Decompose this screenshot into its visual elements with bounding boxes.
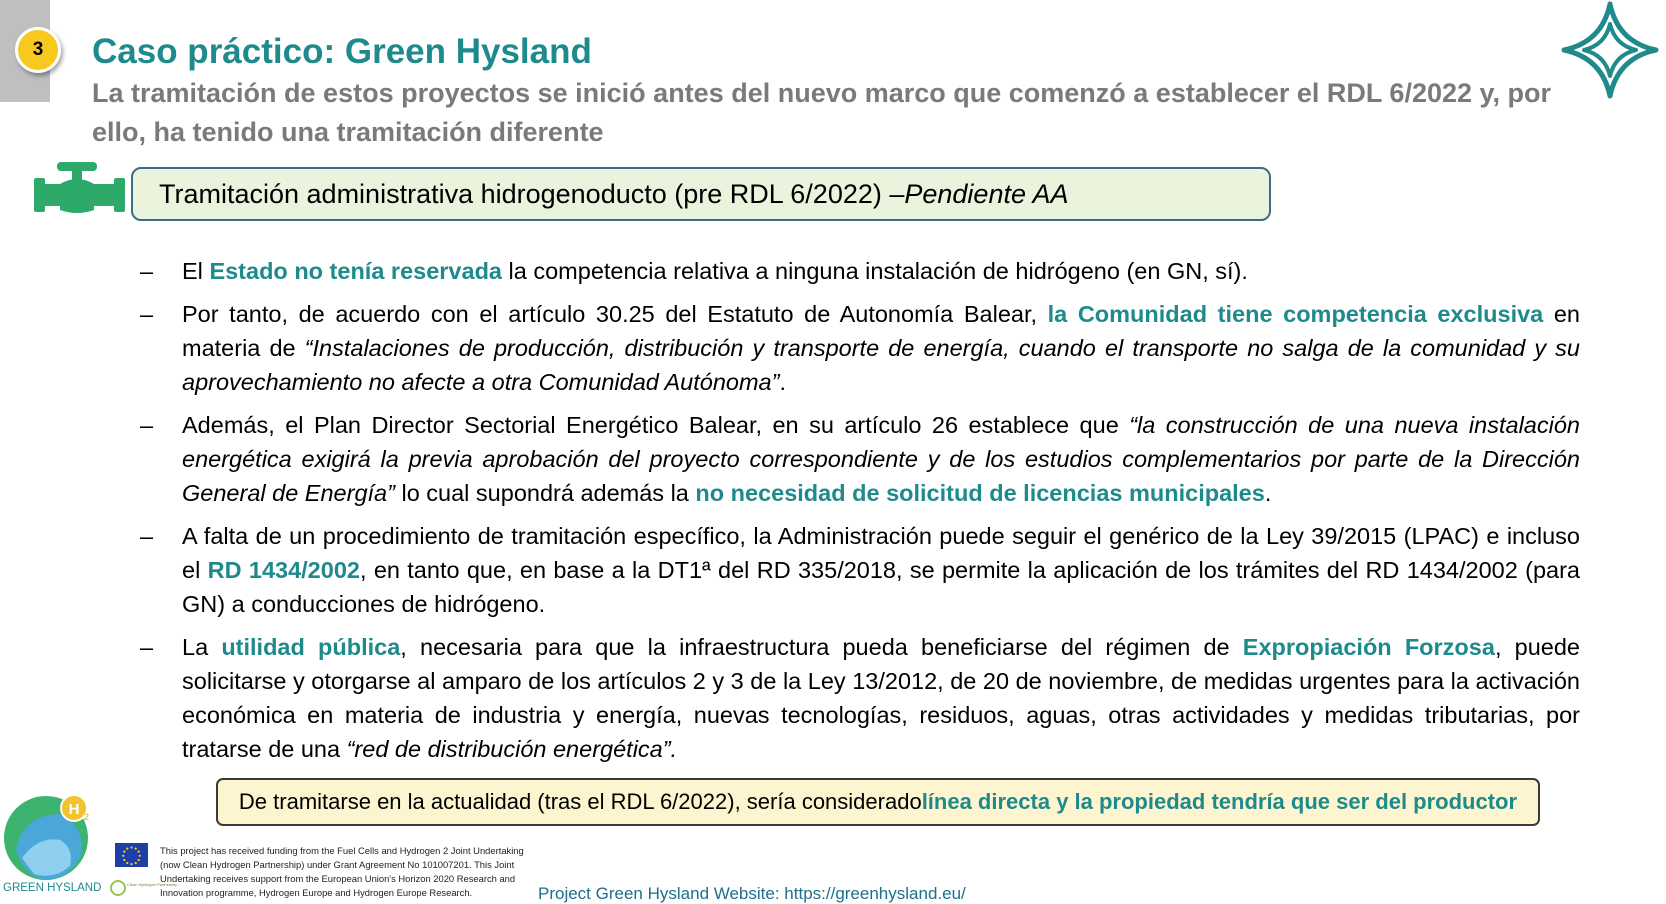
bullet-list: [140, 254, 1580, 775]
pipe-valve-icon: [34, 160, 126, 222]
list-item: [140, 254, 1580, 288]
bullet-text: A falta de un procedimiento de tramitación específico, la Administración puede seguir el genérico de la Ley 39/2015 (LPAC) e incluso el: [182, 523, 1580, 583]
bullet-dash: –: [140, 301, 154, 327]
bullet-text: El: [182, 258, 210, 284]
bullet-text: Además, el Plan Director Sectorial Energético Balear, en su artículo 26 establece que: [182, 412, 1130, 438]
logo-h2-subscript: 2: [84, 812, 90, 822]
note-highlight: línea directa y la propiedad tendría que ser del productor: [921, 789, 1518, 814]
section-heading-box: [131, 167, 1271, 221]
logo-label: GREEN HYSLAND: [3, 882, 102, 894]
bullet-text: Por tanto, de acuerdo con el artículo 30.25 del Estatuto de Autonomía Balear,: [182, 301, 1048, 327]
bullet-text: en materia de: [182, 301, 1580, 361]
project-website-link[interactable]: Project Green Hysland Website: https://greenhysland.eu/: [538, 884, 966, 903]
bullet-dash: –: [140, 412, 154, 438]
slide-subtitle: La tramitación de estos proyectos se inició antes del nuevo marco que comenzó a establecer el RDL 6/2022 y, por ello, ha tenido una tramitación diferente: [92, 78, 1552, 147]
bullet-quote: “Instalaciones de producción, distribución y transporte de energía, cuando el transporte no salga de la comunidad y su aprovechamiento no afecte a otra Comunidad Autónoma”: [182, 335, 1580, 395]
section-heading-text: Tramitación administrativa hidrogenoducto (pre RDL 6/2022) –: [159, 178, 905, 209]
slide-number-badge: 3: [15, 27, 61, 73]
clean-hydrogen-partnership-logo: [110, 875, 178, 901]
bullet-highlight: Expropiación Forzosa: [1242, 634, 1495, 660]
funding-disclaimer: This project has received funding from the Fuel Cells and Hydrogen 2 Joint Undertaking (now Clean Hydrogen Partnership) under Grant Agreement No 101007201. This Joint Undertaking receives support from the European Union's Horizon 2020 Research and Innovation programme, Hydrogen Europe and Hydrogen Europe Research.: [160, 845, 524, 898]
bullet-text: .: [779, 369, 786, 395]
bullet-text: , necesaria para que la infraestructura pueda beneficiarse del régimen de: [400, 634, 1243, 660]
bullet-dash: –: [140, 258, 154, 284]
bullet-text: .: [1264, 480, 1272, 506]
bullet-text: lo cual supondrá además la: [394, 480, 696, 506]
bullet-text: , puede solicitarse y otorgarse al amparo de los artículos 2 y 3 de la Ley 13/2012, de 20 de noviembre, de medidas urgentes para la activación económica en materia de industria y energía, nuevas tecnologías, residuos, aguas, otras actividades y medidas tributarias, por tratarse de una: [182, 634, 1580, 762]
four-point-star-icon: [1560, 0, 1660, 100]
note-text: De tramitarse en la actualidad (tras el RDL 6/2022), sería considerado: [238, 789, 922, 814]
bullet-dash: –: [140, 634, 154, 660]
partner-logo-text: Clean Hydrogen Partnership: [127, 882, 178, 887]
bullet-text: la competencia relativa a ninguna instalación de hidrógeno (en GN, sí).: [502, 258, 1248, 284]
bullet-highlight: no necesidad de solicitud de licencias municipales: [695, 480, 1265, 506]
bullet-highlight: la Comunidad tiene competencia exclusiva: [1047, 301, 1544, 327]
eu-flag-icon: [115, 843, 148, 867]
bullet-highlight: Estado no tenía reservada: [209, 258, 502, 284]
list-item: [140, 630, 1580, 766]
bullet-highlight: utilidad pública: [221, 634, 401, 660]
list-item: [140, 519, 1580, 621]
bullet-quote: “la construcción de una nueva instalación energética exigirá la previa aprobación del proyecto correspondiente y de los estudios complementarios por parte de la Dirección General de Energía”: [182, 412, 1580, 506]
logo-h2-text: H: [68, 801, 80, 818]
list-item: [140, 297, 1580, 399]
bullet-text: , en tanto que, en base a la DT1ª del RD 335/2018, se permite la aplicación de los trámites del RD 1434/2002 (para GN) a conducciones de hidrógeno.: [182, 557, 1580, 617]
bullet-highlight: RD 1434/2002: [207, 557, 360, 583]
section-status: Pendiente AA: [904, 178, 1069, 209]
bullet-dash: –: [140, 523, 154, 549]
bullet-quote: “red de distribución energética”.: [346, 736, 678, 762]
slide-title: Caso práctico: Green Hysland: [92, 32, 592, 71]
bullet-text: La: [182, 634, 222, 660]
conclusion-note-box: [216, 778, 1540, 826]
green-hysland-logo: [2, 788, 94, 894]
list-item: [140, 408, 1580, 510]
